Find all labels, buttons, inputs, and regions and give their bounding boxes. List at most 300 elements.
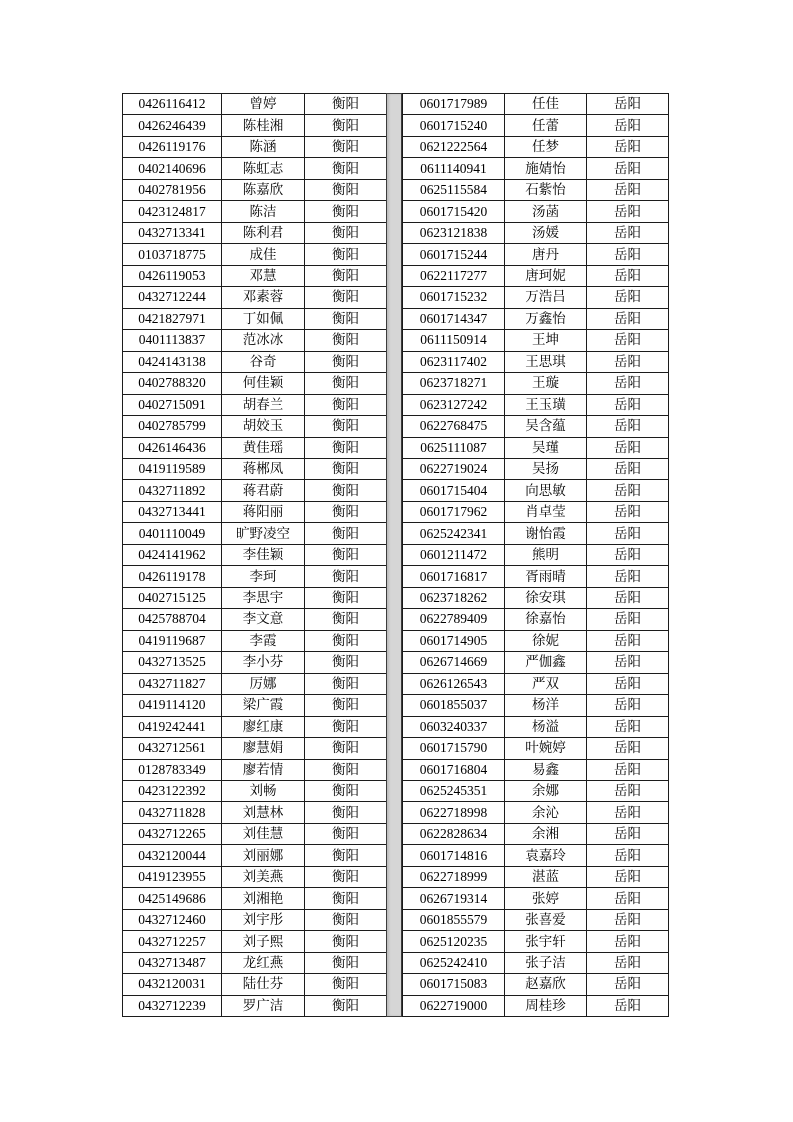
- student-name-cell: 张宇轩: [505, 931, 587, 952]
- city-cell: 岳阳: [587, 888, 669, 909]
- city-cell: 岳阳: [587, 931, 669, 952]
- student-name-cell: 严双: [505, 673, 587, 694]
- student-id-cell: 0622768475: [403, 416, 505, 437]
- student-name-cell: 陈利君: [222, 222, 305, 243]
- city-cell: 岳阳: [587, 630, 669, 651]
- table-row: [403, 501, 669, 522]
- student-id-cell: 0626719314: [403, 888, 505, 909]
- city-cell: 衡阳: [305, 802, 387, 823]
- city-cell: 衡阳: [305, 244, 387, 265]
- student-name-cell: 李霞: [222, 630, 305, 651]
- table-row: [123, 566, 387, 587]
- table-row: [123, 265, 387, 286]
- city-cell: 衡阳: [305, 480, 387, 501]
- city-cell: 岳阳: [587, 909, 669, 930]
- city-cell: 衡阳: [305, 437, 387, 458]
- table-row: [123, 738, 387, 759]
- city-cell: 衡阳: [305, 458, 387, 479]
- student-id-cell: 0401113837: [123, 330, 222, 351]
- student-id-cell: 0432711827: [123, 673, 222, 694]
- student-id-cell: 0601717989: [403, 94, 505, 115]
- city-cell: 岳阳: [587, 695, 669, 716]
- student-id-cell: 0603240337: [403, 716, 505, 737]
- table-row: [123, 995, 387, 1016]
- city-cell: 衡阳: [305, 738, 387, 759]
- student-name-cell: 蒋郴凤: [222, 458, 305, 479]
- table-row: [403, 523, 669, 544]
- student-id-cell: 0432713487: [123, 952, 222, 973]
- student-id-cell: 0402715125: [123, 587, 222, 608]
- student-name-cell: 刘畅: [222, 781, 305, 802]
- table-row: [123, 501, 387, 522]
- city-cell: 岳阳: [587, 416, 669, 437]
- table-row: [123, 416, 387, 437]
- city-cell: 衡阳: [305, 952, 387, 973]
- table-row: [123, 373, 387, 394]
- city-cell: 衡阳: [305, 416, 387, 437]
- table-row: [123, 458, 387, 479]
- city-cell: 岳阳: [587, 222, 669, 243]
- city-cell: 衡阳: [305, 179, 387, 200]
- student-id-cell: 0601715083: [403, 974, 505, 995]
- student-name-cell: 李小芬: [222, 652, 305, 673]
- city-cell: 岳阳: [587, 373, 669, 394]
- table-row: [123, 244, 387, 265]
- table-row: [403, 888, 669, 909]
- student-name-cell: 张婷: [505, 888, 587, 909]
- student-id-cell: 0623718271: [403, 373, 505, 394]
- city-cell: 岳阳: [587, 115, 669, 136]
- table-row: [123, 931, 387, 952]
- student-id-cell: 0128783349: [123, 759, 222, 780]
- table-row: [403, 437, 669, 458]
- student-id-cell: 0601714905: [403, 630, 505, 651]
- student-name-cell: 刘佳慧: [222, 823, 305, 844]
- student-id-cell: 0625120235: [403, 931, 505, 952]
- student-name-cell: 邓慧: [222, 265, 305, 286]
- student-name-cell: 刘丽娜: [222, 845, 305, 866]
- student-name-cell: 任梦: [505, 136, 587, 157]
- student-id-cell: 0401110049: [123, 523, 222, 544]
- table-row: [123, 845, 387, 866]
- student-id-cell: 0419119589: [123, 458, 222, 479]
- student-name-cell: 丁如佩: [222, 308, 305, 329]
- student-id-cell: 0601714347: [403, 308, 505, 329]
- table-row: [123, 394, 387, 415]
- student-id-cell: 0601714816: [403, 845, 505, 866]
- student-name-cell: 易鑫: [505, 759, 587, 780]
- student-id-cell: 0601715420: [403, 201, 505, 222]
- student-id-cell: 0423124817: [123, 201, 222, 222]
- student-id-cell: 0623121838: [403, 222, 505, 243]
- table-row: [403, 287, 669, 308]
- city-cell: 岳阳: [587, 716, 669, 737]
- student-id-cell: 0622718999: [403, 866, 505, 887]
- student-name-cell: 曾婷: [222, 94, 305, 115]
- student-id-cell: 0426246439: [123, 115, 222, 136]
- city-cell: 衡阳: [305, 695, 387, 716]
- table-row: [123, 158, 387, 179]
- student-name-cell: 何佳颖: [222, 373, 305, 394]
- student-name-cell: 严伽鑫: [505, 652, 587, 673]
- city-cell: 衡阳: [305, 265, 387, 286]
- table-row: [123, 222, 387, 243]
- city-cell: 衡阳: [305, 587, 387, 608]
- city-cell: 岳阳: [587, 609, 669, 630]
- table-row: [123, 974, 387, 995]
- city-cell: 岳阳: [587, 952, 669, 973]
- student-name-cell: 肖卓莹: [505, 501, 587, 522]
- student-name-cell: 陈洁: [222, 201, 305, 222]
- city-cell: 岳阳: [587, 179, 669, 200]
- student-name-cell: 陈桂湘: [222, 115, 305, 136]
- city-cell: 衡阳: [305, 845, 387, 866]
- table-row: [123, 673, 387, 694]
- city-cell: 衡阳: [305, 974, 387, 995]
- city-cell: 衡阳: [305, 866, 387, 887]
- student-id-cell: 0103718775: [123, 244, 222, 265]
- left-roster-table: [122, 93, 387, 1017]
- table-row: [403, 179, 669, 200]
- student-name-cell: 湛蓝: [505, 866, 587, 887]
- table-row: [403, 566, 669, 587]
- table-row: [403, 394, 669, 415]
- city-cell: 衡阳: [305, 136, 387, 157]
- city-cell: 衡阳: [305, 759, 387, 780]
- student-id-cell: 0623117402: [403, 351, 505, 372]
- city-cell: 衡阳: [305, 394, 387, 415]
- student-name-cell: 廖若情: [222, 759, 305, 780]
- student-name-cell: 余沁: [505, 802, 587, 823]
- city-cell: 衡阳: [305, 909, 387, 930]
- student-id-cell: 0432712239: [123, 995, 222, 1016]
- city-cell: 衡阳: [305, 330, 387, 351]
- student-id-cell: 0402140696: [123, 158, 222, 179]
- table-row: [403, 373, 669, 394]
- table-row: [123, 115, 387, 136]
- city-cell: 衡阳: [305, 501, 387, 522]
- student-name-cell: 王璇: [505, 373, 587, 394]
- table-row: [123, 802, 387, 823]
- table-row: [403, 866, 669, 887]
- city-cell: 岳阳: [587, 437, 669, 458]
- student-id-cell: 0419114120: [123, 695, 222, 716]
- student-id-cell: 0601715404: [403, 480, 505, 501]
- student-id-cell: 0425149686: [123, 888, 222, 909]
- city-cell: 岳阳: [587, 523, 669, 544]
- student-name-cell: 唐珂妮: [505, 265, 587, 286]
- city-cell: 衡阳: [305, 115, 387, 136]
- city-cell: 岳阳: [587, 136, 669, 157]
- student-name-cell: 徐嘉怡: [505, 609, 587, 630]
- student-name-cell: 施婧怡: [505, 158, 587, 179]
- city-cell: 衡阳: [305, 222, 387, 243]
- student-name-cell: 李文意: [222, 609, 305, 630]
- city-cell: 衡阳: [305, 201, 387, 222]
- student-id-cell: 0419123955: [123, 866, 222, 887]
- student-id-cell: 0601211472: [403, 544, 505, 565]
- student-name-cell: 刘美燕: [222, 866, 305, 887]
- city-cell: 岳阳: [587, 781, 669, 802]
- student-id-cell: 0402785799: [123, 416, 222, 437]
- student-name-cell: 刘慧林: [222, 802, 305, 823]
- student-name-cell: 李珂: [222, 566, 305, 587]
- student-name-cell: 吴扬: [505, 458, 587, 479]
- city-cell: 衡阳: [305, 158, 387, 179]
- table-row: [403, 115, 669, 136]
- student-id-cell: 0622719024: [403, 458, 505, 479]
- city-cell: 衡阳: [305, 287, 387, 308]
- student-name-cell: 蒋阳丽: [222, 501, 305, 522]
- city-cell: 衡阳: [305, 716, 387, 737]
- student-id-cell: 0426146436: [123, 437, 222, 458]
- student-name-cell: 袁嘉玲: [505, 845, 587, 866]
- student-id-cell: 0432712561: [123, 738, 222, 759]
- student-name-cell: 吴瑾: [505, 437, 587, 458]
- table-gutter: [386, 93, 402, 1017]
- student-name-cell: 万鑫怡: [505, 308, 587, 329]
- city-cell: 衡阳: [305, 308, 387, 329]
- table-row: [403, 351, 669, 372]
- city-cell: 衡阳: [305, 94, 387, 115]
- city-cell: 衡阳: [305, 544, 387, 565]
- table-row: [403, 609, 669, 630]
- student-name-cell: 汤菡: [505, 201, 587, 222]
- student-id-cell: 0601716804: [403, 759, 505, 780]
- table-row: [123, 437, 387, 458]
- student-id-cell: 0432713441: [123, 501, 222, 522]
- student-name-cell: 唐丹: [505, 244, 587, 265]
- student-name-cell: 张喜爱: [505, 909, 587, 930]
- table-row: [123, 781, 387, 802]
- student-name-cell: 吴含蕴: [505, 416, 587, 437]
- student-name-cell: 厉娜: [222, 673, 305, 694]
- student-name-cell: 蒋君蔚: [222, 480, 305, 501]
- student-name-cell: 余湘: [505, 823, 587, 844]
- student-id-cell: 0402781956: [123, 179, 222, 200]
- table-row: [123, 866, 387, 887]
- student-name-cell: 龙红燕: [222, 952, 305, 973]
- city-cell: 岳阳: [587, 287, 669, 308]
- student-name-cell: 杨洋: [505, 695, 587, 716]
- city-cell: 衡阳: [305, 652, 387, 673]
- student-id-cell: 0426116412: [123, 94, 222, 115]
- student-name-cell: 汤媛: [505, 222, 587, 243]
- city-cell: 岳阳: [587, 394, 669, 415]
- city-cell: 衡阳: [305, 673, 387, 694]
- student-name-cell: 陈虹志: [222, 158, 305, 179]
- student-id-cell: 0424143138: [123, 351, 222, 372]
- student-name-cell: 成佳: [222, 244, 305, 265]
- city-cell: 衡阳: [305, 888, 387, 909]
- table-row: [403, 759, 669, 780]
- table-row: [403, 652, 669, 673]
- student-id-cell: 0601855037: [403, 695, 505, 716]
- city-cell: 岳阳: [587, 351, 669, 372]
- student-id-cell: 0419119687: [123, 630, 222, 651]
- student-name-cell: 刘子熙: [222, 931, 305, 952]
- table-row: [123, 480, 387, 501]
- table-row: [123, 952, 387, 973]
- table-row: [403, 330, 669, 351]
- city-cell: 岳阳: [587, 480, 669, 501]
- city-cell: 岳阳: [587, 866, 669, 887]
- table-row: [403, 802, 669, 823]
- student-id-cell: 0421827971: [123, 308, 222, 329]
- table-row: [123, 888, 387, 909]
- table-row: [123, 909, 387, 930]
- table-row: [123, 330, 387, 351]
- student-name-cell: 梁广霞: [222, 695, 305, 716]
- table-row: [403, 738, 669, 759]
- city-cell: 衡阳: [305, 351, 387, 372]
- student-id-cell: 0622828634: [403, 823, 505, 844]
- student-id-cell: 0621222564: [403, 136, 505, 157]
- student-name-cell: 陆仕芬: [222, 974, 305, 995]
- student-name-cell: 任蕾: [505, 115, 587, 136]
- student-name-cell: 周桂珍: [505, 995, 587, 1016]
- city-cell: 岳阳: [587, 244, 669, 265]
- table-row: [123, 587, 387, 608]
- table-row: [403, 265, 669, 286]
- student-name-cell: 胡姣玉: [222, 416, 305, 437]
- student-id-cell: 0432712460: [123, 909, 222, 930]
- city-cell: 衡阳: [305, 931, 387, 952]
- student-id-cell: 0432120031: [123, 974, 222, 995]
- city-cell: 岳阳: [587, 974, 669, 995]
- student-name-cell: 谢怡霞: [505, 523, 587, 544]
- table-row: [403, 308, 669, 329]
- city-cell: 岳阳: [587, 995, 669, 1016]
- student-name-cell: 邓素蓉: [222, 287, 305, 308]
- city-cell: 岳阳: [587, 652, 669, 673]
- table-row: [123, 823, 387, 844]
- student-name-cell: 任佳: [505, 94, 587, 115]
- student-name-cell: 王坤: [505, 330, 587, 351]
- city-cell: 岳阳: [587, 845, 669, 866]
- table-row: [123, 544, 387, 565]
- student-name-cell: 杨溢: [505, 716, 587, 737]
- student-id-cell: 0611150914: [403, 330, 505, 351]
- city-cell: 岳阳: [587, 802, 669, 823]
- student-id-cell: 0601715244: [403, 244, 505, 265]
- student-name-cell: 胡春兰: [222, 394, 305, 415]
- table-row: [123, 287, 387, 308]
- city-cell: 岳阳: [587, 566, 669, 587]
- table-row: [123, 759, 387, 780]
- city-cell: 衡阳: [305, 373, 387, 394]
- right-roster-body: [403, 94, 669, 1017]
- table-row: [403, 630, 669, 651]
- city-cell: 岳阳: [587, 158, 669, 179]
- table-row: [403, 201, 669, 222]
- table-row: [403, 995, 669, 1016]
- student-name-cell: 徐妮: [505, 630, 587, 651]
- table-row: [403, 94, 669, 115]
- student-id-cell: 0622789409: [403, 609, 505, 630]
- table-row: [403, 480, 669, 501]
- table-row: [403, 845, 669, 866]
- student-id-cell: 0432712257: [123, 931, 222, 952]
- student-id-cell: 0622117277: [403, 265, 505, 286]
- city-cell: 岳阳: [587, 330, 669, 351]
- city-cell: 岳阳: [587, 759, 669, 780]
- table-row: [403, 695, 669, 716]
- table-row: [403, 673, 669, 694]
- student-id-cell: 0601715240: [403, 115, 505, 136]
- table-row: [123, 94, 387, 115]
- student-name-cell: 余娜: [505, 781, 587, 802]
- student-name-cell: 赵嘉欣: [505, 974, 587, 995]
- city-cell: 岳阳: [587, 587, 669, 608]
- student-name-cell: 谷奇: [222, 351, 305, 372]
- table-row: [123, 630, 387, 651]
- table-row: [123, 136, 387, 157]
- student-name-cell: 胥雨晴: [505, 566, 587, 587]
- student-name-cell: 黄佳瑶: [222, 437, 305, 458]
- city-cell: 岳阳: [587, 501, 669, 522]
- student-id-cell: 0601717962: [403, 501, 505, 522]
- student-name-cell: 李佳颖: [222, 544, 305, 565]
- city-cell: 岳阳: [587, 458, 669, 479]
- student-id-cell: 0426119176: [123, 136, 222, 157]
- table-row: [403, 222, 669, 243]
- student-id-cell: 0432120044: [123, 845, 222, 866]
- city-cell: 衡阳: [305, 995, 387, 1016]
- student-id-cell: 0419242441: [123, 716, 222, 737]
- student-name-cell: 王思琪: [505, 351, 587, 372]
- student-id-cell: 0432711828: [123, 802, 222, 823]
- table-row: [123, 351, 387, 372]
- student-name-cell: 徐安琪: [505, 587, 587, 608]
- student-name-cell: 熊明: [505, 544, 587, 565]
- student-id-cell: 0432711892: [123, 480, 222, 501]
- table-row: [403, 931, 669, 952]
- table-row: [403, 158, 669, 179]
- table-row: [123, 179, 387, 200]
- city-cell: 岳阳: [587, 738, 669, 759]
- student-name-cell: 刘宇彤: [222, 909, 305, 930]
- student-name-cell: 张子洁: [505, 952, 587, 973]
- table-row: [403, 909, 669, 930]
- table-row: [123, 716, 387, 737]
- student-name-cell: 王玉璜: [505, 394, 587, 415]
- city-cell: 岳阳: [587, 823, 669, 844]
- student-id-cell: 0432713525: [123, 652, 222, 673]
- student-name-cell: 李思宇: [222, 587, 305, 608]
- student-name-cell: 石紫怡: [505, 179, 587, 200]
- city-cell: 衡阳: [305, 609, 387, 630]
- student-name-cell: 刘湘艳: [222, 888, 305, 909]
- student-id-cell: 0424141962: [123, 544, 222, 565]
- table-row: [403, 587, 669, 608]
- table-row: [403, 458, 669, 479]
- student-name-cell: 范冰冰: [222, 330, 305, 351]
- student-id-cell: 0432712244: [123, 287, 222, 308]
- table-row: [403, 716, 669, 737]
- city-cell: 衡阳: [305, 781, 387, 802]
- student-id-cell: 0601716817: [403, 566, 505, 587]
- student-name-cell: 罗广洁: [222, 995, 305, 1016]
- city-cell: 衡阳: [305, 823, 387, 844]
- table-row: [123, 308, 387, 329]
- student-id-cell: 0623718262: [403, 587, 505, 608]
- student-id-cell: 0611140941: [403, 158, 505, 179]
- table-row: [403, 416, 669, 437]
- student-id-cell: 0601715790: [403, 738, 505, 759]
- student-id-cell: 0601715232: [403, 287, 505, 308]
- student-name-cell: 万浩吕: [505, 287, 587, 308]
